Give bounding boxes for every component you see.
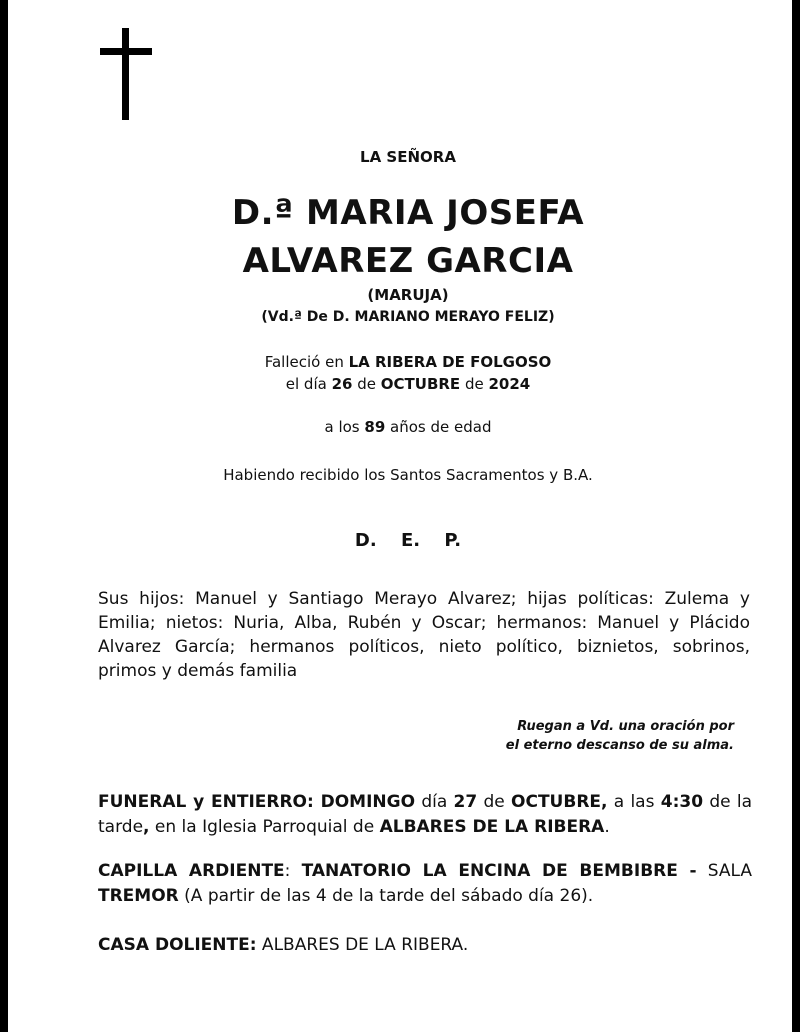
dep-initials: D. E. P. (354, 530, 462, 551)
cross-icon (100, 28, 152, 120)
capilla-paragraph: CAPILLA ARDIENTE: TANATORIO LA ENCINA DE BEMBIBRE - SALA TREMOR (A partir de las 4 de la tarde del sábado día 26). (98, 861, 753, 906)
prayer-line1: Ruegan a Vd. una oración por (517, 719, 734, 734)
deceased-name-line1: D.ª MARIA JOSEFA (231, 193, 585, 233)
funeral-paragraph: FUNERAL y ENTIERRO: DOMINGO día 27 de OCTUBRE, a las 4:30 de la tarde, en la Iglesia Parroquial de ALBARES DE LA RIBERA. (98, 792, 752, 837)
death-day: 26 (331, 375, 353, 393)
title-label: LA SEÑORA (360, 148, 456, 166)
funeral-label: FUNERAL y ENTIERRO: DOMINGO (98, 792, 416, 812)
death-month: OCTUBRE (380, 375, 461, 393)
casa-label: CASA DOLIENTE: (98, 935, 257, 955)
deceased-name-line2: ALVAREZ GARCIA (242, 241, 574, 281)
capilla-room: TREMOR (98, 886, 179, 906)
prayer-line2: el eterno descanso de su alma. (505, 738, 734, 753)
death-date-line: el día 26 de OCTUBRE de 2024 (285, 375, 531, 393)
sacraments-line: Habiendo recibido los Santos Sacramentos y B.A. (223, 466, 593, 484)
capilla-place: TANATORIO LA ENCINA DE BEMBIBRE - (301, 861, 697, 881)
widow-of: (Vd.ª De D. MARIANO MERAYO FELIZ) (261, 309, 555, 325)
capilla-label: CAPILLA ARDIENTE (98, 861, 285, 881)
family-paragraph: Sus hijos: Manuel y Santiago Merayo Alvarez; hijas políticas: Zulema y Emilia; nietos: Nuria, Alba, Rubén y Oscar; hermanos: Manuel y Plácido Alvarez García; hermanos políticos, nieto político, biznietos, sobrinos, primos y demás familia (98, 589, 750, 681)
casa-value: ALBARES DE LA RIBERA. (256, 935, 469, 955)
age-value: 89 (364, 418, 386, 436)
nickname: (MARUJA) (367, 286, 449, 304)
age-line: a los 89 años de edad (324, 418, 492, 436)
death-place-line: Falleció en LA RIBERA DE FOLGOSO (264, 353, 552, 371)
death-year: 2024 (488, 375, 531, 393)
casa-paragraph (98, 933, 752, 958)
death-place: LA RIBERA DE FOLGOSO (348, 353, 552, 371)
funeral-place: ALBARES DE LA RIBERA (379, 817, 605, 837)
